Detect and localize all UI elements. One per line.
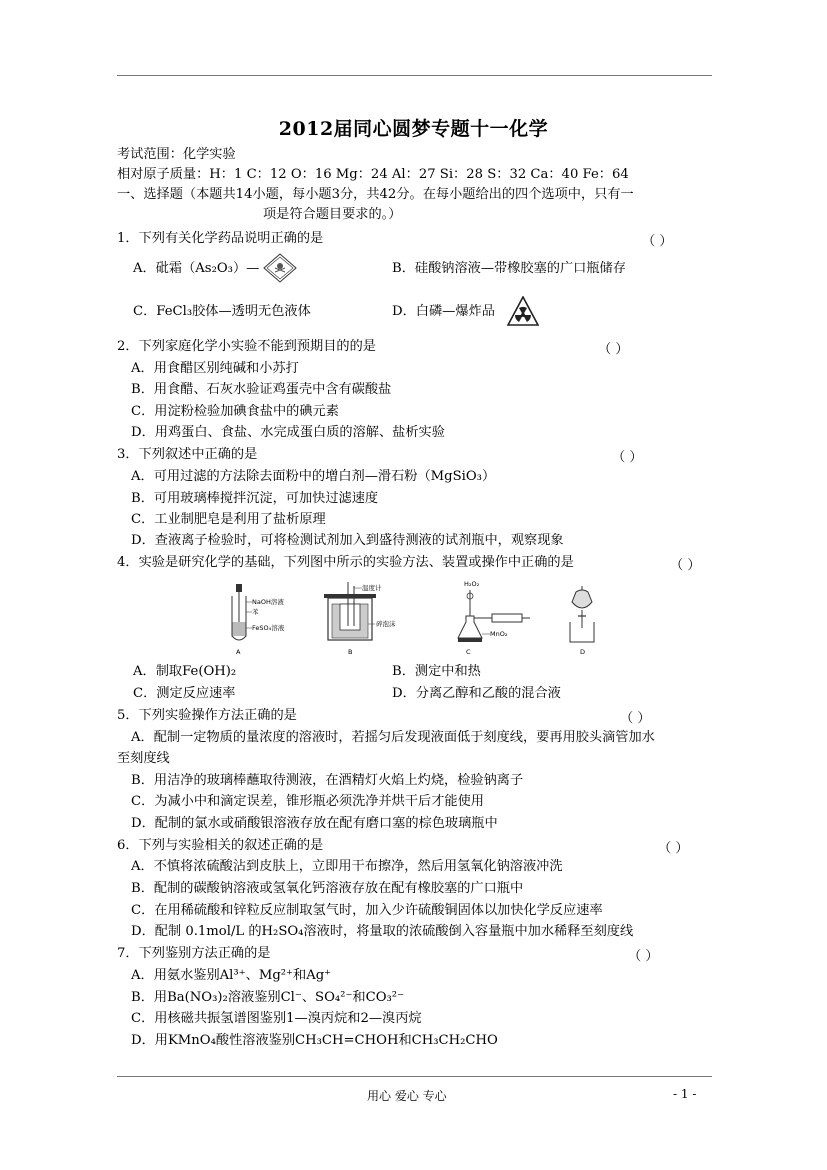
- footer-rule: [117, 1076, 712, 1077]
- q4-option-b: B．测定中和热: [392, 664, 481, 679]
- q6-option-a: A．不慎将浓硫酸沾到皮肤上，立即用干布擦净，然后用氢氧化钠溶液冲洗: [131, 859, 563, 874]
- label-a: A: [236, 648, 241, 656]
- q6-answer-blank: （ ）: [658, 841, 689, 856]
- label-mno2: MnO₂: [490, 630, 508, 638]
- q5-option-a-cont: 至刻度线: [117, 751, 170, 766]
- label-thermo: 温度计: [362, 584, 382, 592]
- label-foam: 碎泡沫: [376, 620, 396, 628]
- q3-option-c: C．工业制肥皂是利用了盐析原理: [131, 512, 326, 527]
- q4-option-c: C．测定反应速率: [133, 686, 236, 701]
- apparatus-c: [458, 580, 530, 656]
- q4-answer-blank: （ ）: [670, 558, 701, 573]
- label-d: D: [580, 648, 586, 656]
- q7-stem: 7．下列鉴别方法正确的是: [117, 946, 271, 961]
- q3-option-b: B．可用玻璃棒搅拌沉淀，可加快过滤速度: [131, 491, 379, 506]
- q5-answer-blank: （ ）: [620, 711, 651, 726]
- q2-option-c: C．用淀粉检验加碘食盐中的碘元素: [131, 404, 339, 419]
- header-rule: [117, 75, 712, 76]
- label-h2o2: H₂O₂: [464, 580, 480, 588]
- apparatus-a: [232, 584, 285, 656]
- q3-option-d: D．查液离子检验时，可将检测试剂加入到盛待测液的试剂瓶中，观察现象: [131, 533, 564, 548]
- q2-answer-blank: （ ）: [598, 342, 629, 357]
- q6-option-b: B．配制的碳酸钠溶液或氢氧化钙溶液存放在配有橡胶塞的广口瓶中: [131, 881, 524, 896]
- q7-option-c: C．用核磁共振氢谱图鉴别1—溴丙烷和2—溴丙烷: [131, 1011, 422, 1026]
- label-c: C: [466, 648, 471, 656]
- q5-option-a: A．配制一定物质的量浓度的溶液时，若摇匀后发现液面低于刻度线，要再用胶头滴管加水: [131, 730, 655, 745]
- q4-option-a: A．制取Fe(OH)₂: [133, 664, 237, 679]
- q7-answer-blank: （ ）: [628, 949, 659, 964]
- exam-scope: 考试范围：化学实验: [117, 147, 236, 162]
- q3-answer-blank: （ ）: [612, 450, 643, 465]
- q1-stem: 1．下列有关化学药品说明正确的是: [117, 231, 324, 246]
- q4-apparatus-figure: [220, 578, 610, 658]
- q6-option-d: D．配制 0.1mol/L 的H₂SO₄溶液时，将量取的浓硫酸倒入容量瓶中加水稀释至刻度线: [131, 924, 634, 939]
- section-heading-cont: 项是符合题目要求的。）: [263, 207, 402, 222]
- label-b: B: [348, 648, 353, 656]
- label-ben: 苯: [252, 608, 259, 616]
- q2-option-a: A．用食醋区别纯碱和小苏打: [131, 361, 299, 376]
- q1-option-d: D．白磷—爆炸品: [392, 304, 495, 319]
- apparatus-b: [324, 582, 396, 656]
- page-number: - 1 -: [673, 1087, 697, 1101]
- q4-option-d: D．分离乙醇和乙酸的混合液: [392, 686, 561, 701]
- toxic-diamond-icon: [263, 253, 297, 283]
- radioactive-triangle-icon: [507, 296, 539, 326]
- q1-answer-blank: （ ）: [642, 234, 673, 249]
- q7-option-d: D．用KMnO₄酸性溶液鉴别CH₃CH=CHOH和CH₃CH₂CHO: [131, 1033, 498, 1048]
- q3-stem: 3．下列叙述中正确的是: [117, 447, 258, 462]
- label-naoh: NaOH溶液: [252, 598, 284, 606]
- q6-stem: 6．下列与实验相关的叙述正确的是: [117, 838, 324, 853]
- page-title: 2012届同心圆梦专题十一化学: [278, 118, 549, 140]
- q6-option-c: C．在用稀硫酸和锌粒反应制取氢气时，加入少许硫酸铜固体以加快化学反应速率: [131, 903, 603, 918]
- q4-stem: 4．实验是研究化学的基础，下列图中所示的实验方法、装置或操作中正确的是: [117, 555, 574, 570]
- q2-stem: 2．下列家庭化学小实验不能到预期目的的是: [117, 339, 376, 354]
- q7-option-a: A．用氨水鉴别Al³⁺、Mg²⁺和Ag⁺: [131, 968, 332, 983]
- q2-option-d: D．用鸡蛋白、食盐、水完成蛋白质的溶解、盐析实验: [131, 425, 445, 440]
- q1-option-b: B．硅酸钠溶液—带橡胶塞的广口瓶储存: [392, 261, 626, 276]
- q1-option-a: A．砒霜（As₂O₃）—: [133, 261, 260, 276]
- atomic-masses: 相对原子质量：H：1 C：12 O：16 Mg：24 Al：27 Si：28 S：32 Ca：40 Fe：64: [117, 167, 629, 182]
- section-heading: 一、选择题（本题共14小题，每小题3分，共42分。在每小题给出的四个选项中，只有一: [117, 187, 634, 202]
- q7-option-b: B．用Ba(NO₃)₂溶液鉴别Cl⁻、SO₄²⁻和CO₃²⁻: [131, 990, 405, 1005]
- q5-option-c: C．为减小中和滴定误差，锥形瓶必须洗净并烘干后才能使用: [131, 794, 484, 809]
- apparatus-d: [570, 586, 594, 656]
- q5-stem: 5．下列实验操作方法正确的是: [117, 708, 297, 723]
- q5-option-b: B．用洁净的玻璃棒蘸取待测液，在酒精灯火焰上灼烧，检验钠离子: [131, 773, 524, 788]
- footer-motto: 用心 爱心 专心: [367, 1089, 447, 1103]
- q3-option-a: A．可用过滤的方法除去面粉中的增白剂—滑石粉（MgSiO₃）: [131, 469, 496, 484]
- q1-option-c: C．FeCl₃胶体—透明无色液体: [133, 304, 311, 319]
- q5-option-d: D．配制的氯水或硝酸银溶液存放在配有磨口塞的棕色玻璃瓶中: [131, 816, 498, 831]
- label-feso4: FeSO₄溶液: [252, 624, 285, 632]
- q2-option-b: B．用食醋、石灰水验证鸡蛋壳中含有碳酸盐: [131, 382, 392, 397]
